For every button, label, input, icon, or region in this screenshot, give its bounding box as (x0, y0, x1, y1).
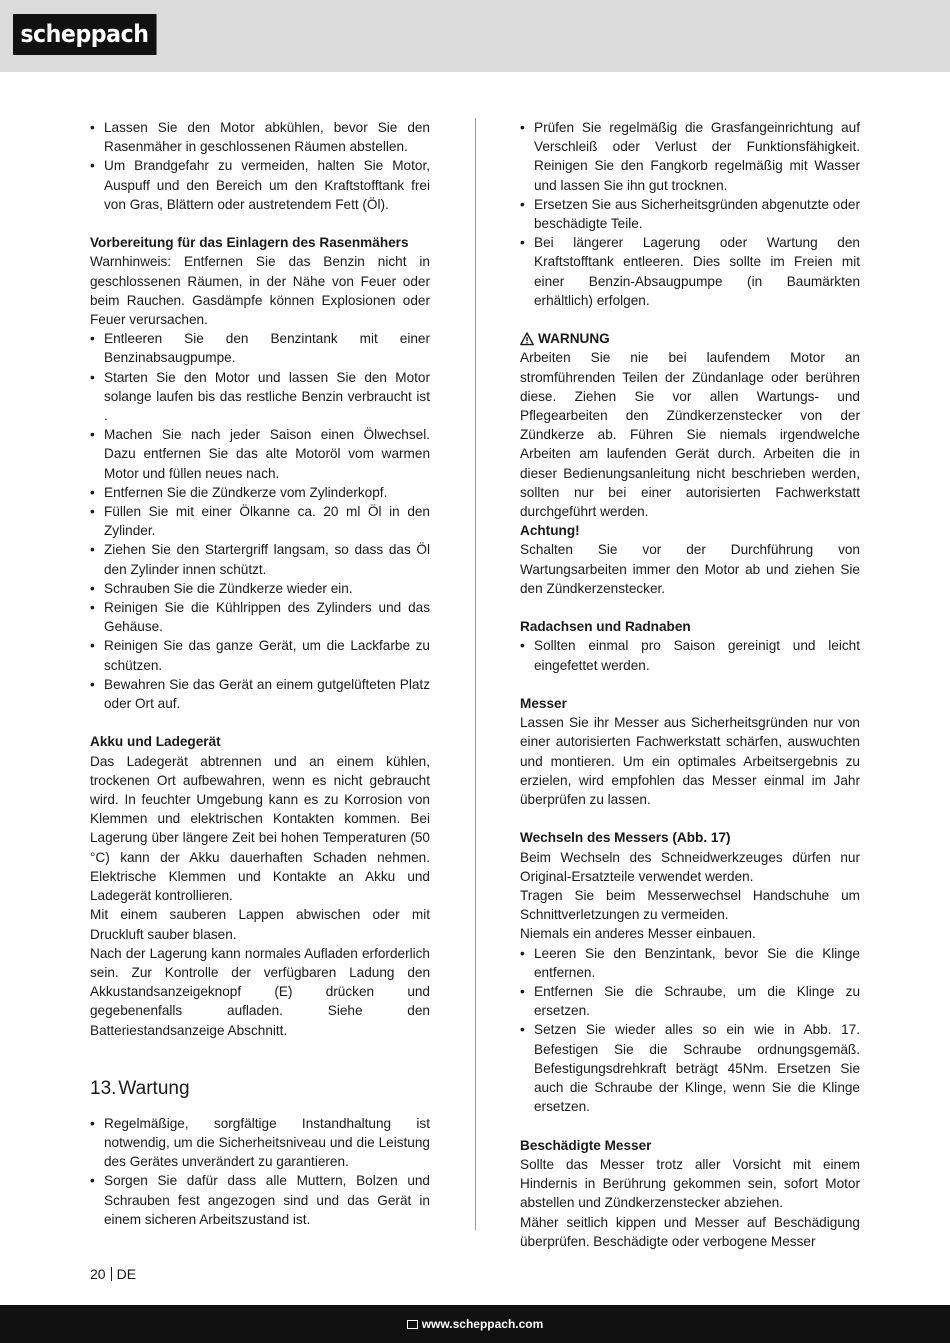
list-item: • Regelmäßige, sorgfältige Instandhaltung ist notwendig, um die Sicherheitsniveau und die Leistung des Gerätes unverändert zu garantieren. (90, 1114, 430, 1172)
list-item: • Setzen Sie wieder alles so ein wie in Abb. 17. Befestigen Sie die Schraube ordnungsgemäß. Befestigungsdrehkraft beträgt 45Nm. Ersetzen Sie auch die Schraube der Klinge, wenn Sie die Klinge ersetzen. (520, 1020, 860, 1116)
footer-band (0, 1305, 950, 1343)
change-paragraph-3: Niemals ein anderes Messer einbauen. (520, 926, 756, 942)
language-code: DE (116, 1266, 137, 1282)
list-item: • Bewahren Sie das Gerät an einem gutgelüfteten Platz oder Ort auf. (90, 675, 430, 713)
warning-icon (520, 332, 534, 346)
storage-heading: Vorbereitung für das Einlagern des Rasenmähers (90, 235, 409, 251)
battery-heading: Akku und Ladegerät (90, 734, 221, 750)
axles-heading: Radachsen und Radnaben (520, 619, 691, 635)
list-item: • Reinigen Sie die Kühlrippen des Zylinders und das Gehäuse. (90, 598, 430, 636)
list-item: • Sorgen Sie dafür dass alle Muttern, Bolzen und Schrauben fest angezogen sind und das Gerät in einem sicheren Arbeitszustand ist. (90, 1171, 430, 1229)
intro-list-right (520, 118, 860, 310)
list-item: • Lassen Sie den Motor abkühlen, bevor Sie den Rasenmäher in geschlossenen Räumen abstellen. (90, 118, 430, 156)
column-divider (475, 118, 476, 1230)
maintenance-list (90, 1114, 430, 1229)
list-item: • Ziehen Sie den Startergriff langsam, so dass das Öl den Zylinder innen schützt. (90, 540, 430, 578)
right-column (520, 118, 860, 1251)
damaged-paragraph-1: Sollte das Messer trotz aller Vorsicht mit einem Hindernis in Berührung gekommen sein, sofort Motor abstellen und Zündkerzenstecker abziehen. (520, 1156, 860, 1211)
change-paragraph-1: Beim Wechseln des Schneidwerkzeuges dürfen nur Original-Ersatzteile verwendet werden. (520, 849, 860, 884)
monitor-icon (407, 1320, 418, 1329)
section-title: Wartung (118, 1077, 190, 1099)
list-item: • Schrauben Sie die Zündkerze wieder ein. (90, 579, 430, 598)
storage-list (90, 329, 430, 713)
list-item: • Entfernen Sie die Schraube, um die Klinge zu ersetzen. (520, 982, 860, 1020)
battery-paragraph-3: Nach der Lagerung kann normales Aufladen erforderlich sein. Zur Kontrolle der verfügbaren Ladung den Akkustandsanzeigeknopf (E) drücken und gegebenenfalls aufladen. Siehe den Batteriestandsanzeige Abschnitt. (90, 945, 430, 1038)
warning-heading-row (520, 329, 860, 348)
list-item: • Starten Sie den Motor und lassen Sie den Motor solange laufen bis das restliche Benzin verbraucht ist . (90, 368, 430, 426)
website-link[interactable]: www.scheppach.com (421, 1317, 544, 1331)
list-item: • Entleeren Sie den Benzintank mit einer Benzinabsaugpumpe. (90, 329, 430, 367)
warning-heading: WARNUNG (538, 331, 610, 347)
list-item: • Ersetzen Sie aus Sicherheitsgründen abgenutzte oder beschädigte Teile. (520, 195, 860, 233)
footer-url-row (0, 1315, 950, 1333)
list-item: • Leeren Sie den Benzintank, bevor Sie die Klinge entfernen. (520, 944, 860, 982)
battery-paragraph-1: Das Ladegerät abtrennen und an einem kühlen, trockenen Ort aufbewahren, wenn es nicht gebraucht wird. In feuchter Umgebung kann es zu Korrosion von Klemmen und elektrischen Kontakten kommen. Bei Lagerung über längere Zeit bei hohen Temperaturen (50 °C) kann der Akku dauerhaften Schaden nehmen. Elektrische Klemmen und Kontakte an Akku und Ladegerät kontrollieren. (90, 753, 430, 904)
list-item: • Reinigen Sie das ganze Gerät, um die Lackfarbe zu schützen. (90, 636, 430, 674)
section-heading (90, 1076, 430, 1102)
page-number-value: 20 (90, 1266, 106, 1282)
storage-warning: Warnhinweis: Entfernen Sie das Benzin nicht in geschlossenen Räumen, in der Nähe von Feuer oder beim Rauchen. Gasdämpfe können Explosionen oder Feuer verursachen. (90, 254, 430, 328)
list-item: • Entfernen Sie die Zündkerze vom Zylinderkopf. (90, 483, 430, 502)
change-paragraph-2: Tragen Sie beim Messerwechsel Handschuhe um Schnittverletzungen zu vermeiden. (520, 888, 860, 923)
damaged-blade-heading: Beschädigte Messer (520, 1137, 652, 1153)
attention-heading: Achtung! (520, 523, 580, 539)
header-band (0, 0, 950, 72)
warning-text: Arbeiten Sie nie bei laufendem Motor an stromführenden Teilen der Zündanlage oder berühren diese. Ziehen Sie vor allen Wartungs- und Pflegearbeiten den Zündkerzenstecker von der Zündkerze ab. Führen Sie niemals irgendwelche Arbeiten am laufenden Gerät durch. Arbeiten die in dieser Bedienungsanleitung nicht beschrieben werden, sollten nur bei einer autorisierten Fachwerkstatt durchgeführt werden. (520, 350, 860, 520)
list-item: • Sollten einmal pro Saison gereinigt und leicht eingefettet werden. (520, 636, 860, 674)
battery-paragraph-2: Mit einem sauberen Lappen abwischen oder mit Druckluft sauber blasen. (90, 907, 430, 942)
list-item: • Füllen Sie mit einer Ölkanne ca. 20 ml Öl in den Zylinder. (90, 502, 430, 540)
blade-heading: Messer (520, 696, 567, 712)
damaged-paragraph-2: Mäher seitlich kippen und Messer auf Beschädigung überprüfen. Beschädigte oder verbogene Messer (520, 1214, 860, 1249)
section-number: 13. (90, 1077, 117, 1099)
list-item: • Um Brandgefahr zu vermeiden, halten Sie Motor, Auspuff und den Bereich um den Kraftstofftank frei von Gras, Blättern oder austretendem Fett (Öl). (90, 156, 430, 214)
left-column (90, 118, 430, 1229)
page-number (90, 1265, 136, 1283)
list-item: • Prüfen Sie regelmäßig die Grasfangeinrichtung auf Verschleiß oder Verlust der Funktionsfähigkeit. Reinigen Sie den Fangkorb regelmäßig mit Wasser und lassen Sie ihn gut trocknen. (520, 118, 860, 195)
blade-text: Lassen Sie ihr Messer aus Sicherheitsgründen nur von einer autorisierten Fachwerkstatt schärfen, auswuchten und montieren. Um ein optimales Arbeitsergebnis zu erzielen, wird empfohlen das Messer einmal im Jahr überprüfen zu lassen. (520, 715, 860, 808)
list-item: • Bei längerer Lagerung oder Wartung den Kraftstofftank entleeren. Dies sollte im Freien mit einer Benzin-Absaugpumpe (in Baumärkten erhältlich) erfolgen. (520, 233, 860, 310)
page-number-separator (111, 1267, 112, 1281)
intro-list-left (90, 118, 430, 214)
axles-list (520, 636, 860, 674)
attention-text: Schalten Sie vor der Durchführung von Wartungsarbeiten immer den Motor ab und ziehen Sie den Zündkerzenstecker. (520, 542, 860, 596)
list-item: • Machen Sie nach jeder Saison einen Ölwechsel. Dazu entfernen Sie das alte Motoröl vom warmen Motor und füllen neues nach. (90, 425, 430, 483)
change-blade-heading: Wechseln des Messers (Abb. 17) (520, 830, 731, 846)
brand-logo: scheppach (13, 14, 157, 55)
change-blade-list (520, 944, 860, 1117)
